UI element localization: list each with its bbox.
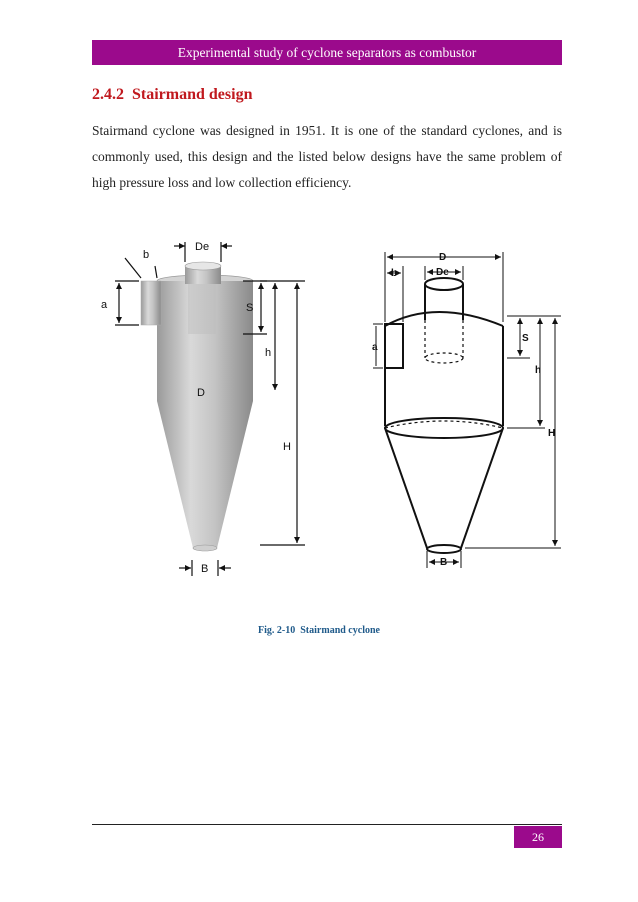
caption-number: Fig. 2-10	[258, 625, 296, 636]
section-heading	[92, 86, 252, 104]
figure-caption	[0, 625, 638, 636]
caption-text: Stairmand cyclone	[300, 625, 380, 636]
page-number: 26	[514, 826, 562, 848]
label-B-right: B	[440, 557, 448, 568]
footer-rule	[92, 824, 562, 825]
label-b-right: b	[391, 268, 398, 279]
label-h-left: h	[265, 347, 272, 359]
label-a-left: a	[101, 299, 108, 311]
section-title-text: Stairmand design	[132, 86, 253, 103]
label-b-left: b	[143, 249, 150, 261]
label-D-left: D	[197, 387, 205, 399]
label-h-right: h	[535, 365, 542, 376]
label-H-right: H	[548, 428, 556, 439]
label-H-left: H	[283, 441, 291, 453]
label-De-left: De	[195, 241, 210, 253]
label-S-right: S	[522, 333, 529, 344]
label-S-left: S	[246, 302, 254, 314]
running-header: Experimental study of cyclone separators as combustor	[92, 40, 562, 65]
figure-left-cyclone-3d	[95, 238, 325, 583]
label-B-left: B	[201, 563, 209, 575]
body-paragraph: Stairmand cyclone was designed in 1951. It is one of the standard cyclones, and is commonly used, this design and the listed below designs have the same problem of high pressure loss and low collection efficiency.	[92, 123, 562, 190]
label-a-right: a	[372, 342, 378, 353]
section-number: 2.4.2	[92, 86, 124, 103]
cyclone-body-3d	[141, 262, 253, 551]
figure-right-cyclone-drawing	[365, 238, 565, 583]
label-De-right: De	[436, 267, 449, 278]
dimension-lines-right	[373, 252, 561, 568]
dimension-arrowheads-right	[387, 254, 558, 565]
label-D-right: D	[439, 252, 447, 263]
